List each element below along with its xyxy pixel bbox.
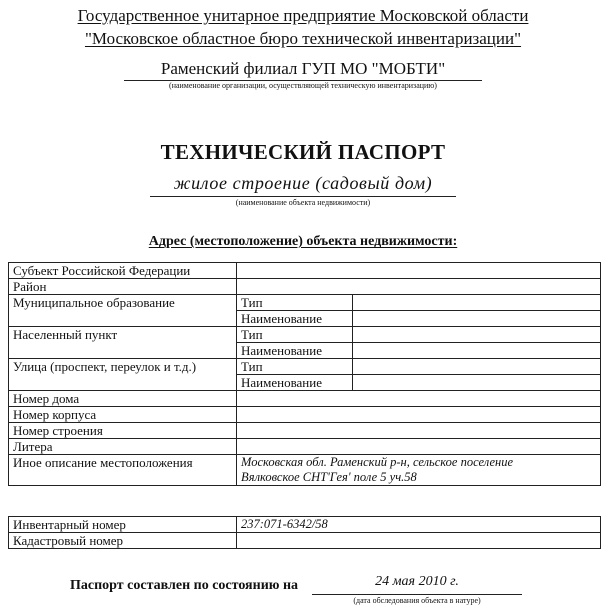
address-heading: Адрес (местоположение) объекта недвижимости: — [148, 234, 458, 249]
other-location-value-line-2: Вялковское СНТ'Гея' поле 5 уч.58 — [241, 470, 417, 484]
building-label: Номер корпуса — [9, 407, 237, 423]
street-type-label: Тип — [237, 359, 353, 375]
table-row — [9, 295, 601, 311]
inventory-number-label: Инвентарный номер — [9, 517, 237, 533]
table-row — [9, 533, 601, 549]
numbers-table — [8, 516, 601, 549]
cadastral-number-value — [237, 533, 601, 549]
organization-name-line-1: Государственное унитарное предприятие Московской области — [77, 6, 529, 25]
branch-name: Раменский филиал ГУП МО "МОБТИ" — [160, 59, 446, 78]
litera-label: Литера — [9, 439, 237, 455]
other-location-label: Иное описание местоположения — [9, 455, 237, 486]
table-row — [9, 391, 601, 407]
table-row — [9, 455, 601, 486]
house-label: Номер дома — [9, 391, 237, 407]
house-value — [237, 391, 601, 407]
table-row — [9, 263, 601, 279]
litera-value — [237, 439, 601, 455]
organization-caption: (наименование организации, осуществляющей техническую инвентаризацию) — [169, 81, 437, 90]
subject-value — [237, 263, 601, 279]
table-row — [9, 279, 601, 295]
municipality-label: Муниципальное образование — [9, 295, 237, 327]
table-row — [9, 407, 601, 423]
other-location-value-line-1: Московская обл. Раменский р-н, сельское поселение — [241, 455, 513, 469]
object-caption: (наименование объекта недвижимости) — [235, 198, 371, 207]
municipality-type-label: Тип — [237, 295, 353, 311]
street-name-label: Наименование — [237, 375, 353, 391]
street-name-value — [353, 375, 601, 391]
building-value — [237, 407, 601, 423]
table-row — [9, 327, 601, 343]
other-location-value — [237, 455, 601, 486]
settlement-type-value — [353, 327, 601, 343]
address-table — [8, 262, 601, 486]
structure-value — [237, 423, 601, 439]
municipality-type-value — [353, 295, 601, 311]
settlement-label: Населенный пункт — [9, 327, 237, 359]
date-underline — [312, 594, 522, 595]
inventory-number-value: 237:071-6342/58 — [237, 517, 601, 533]
table-row — [9, 359, 601, 375]
municipality-name-value — [353, 311, 601, 327]
street-label: Улица (проспект, переулок и т.д.) — [9, 359, 237, 391]
passport-date-label: Паспорт составлен по состоянию на — [70, 578, 299, 593]
street-type-value — [353, 359, 601, 375]
settlement-name-value — [353, 343, 601, 359]
document-title: ТЕХНИЧЕСКИЙ ПАСПОРТ — [160, 140, 446, 164]
municipality-name-label: Наименование — [237, 311, 353, 327]
district-label: Район — [9, 279, 237, 295]
table-row — [9, 517, 601, 533]
table-row — [9, 423, 601, 439]
date-caption: (дата обследования объекта в натуре) — [353, 596, 481, 605]
object-type: жилое строение (садовый дом) — [173, 173, 433, 193]
subject-label: Субъект Российской Федерации — [9, 263, 237, 279]
passport-date-value: 24 мая 2010 г. — [375, 574, 459, 589]
cadastral-number-label: Кадастровый номер — [9, 533, 237, 549]
table-row — [9, 439, 601, 455]
object-type-underline — [150, 196, 456, 197]
settlement-name-label: Наименование — [237, 343, 353, 359]
structure-label: Номер строения — [9, 423, 237, 439]
organization-name-line-2: "Московское областное бюро технической инвентаризации" — [84, 29, 522, 48]
settlement-type-label: Тип — [237, 327, 353, 343]
district-value — [237, 279, 601, 295]
